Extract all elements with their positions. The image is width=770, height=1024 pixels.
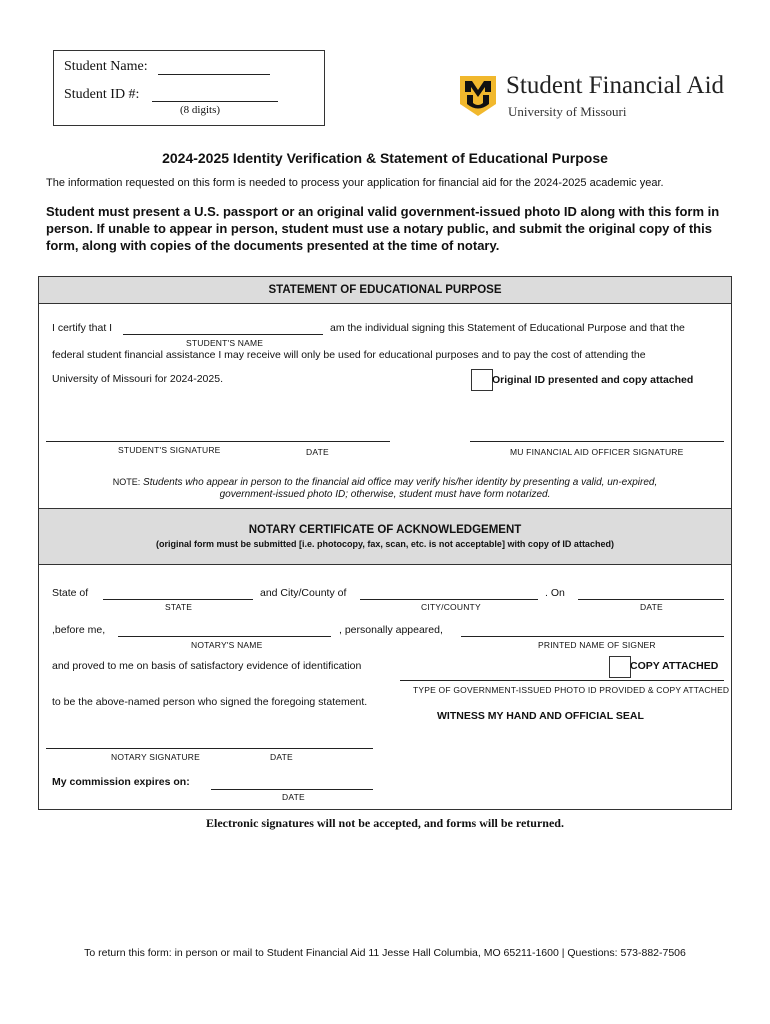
student-id-hint: (8 digits) bbox=[180, 104, 221, 116]
students-name-caption: STUDENT'S NAME bbox=[186, 338, 264, 348]
proved-text: and proved to me on basis of satisfactory evidence of identification bbox=[52, 660, 362, 672]
city-county-label: and City/County of bbox=[260, 587, 347, 599]
mu-shield-icon bbox=[460, 76, 496, 116]
notary-date-caption: DATE bbox=[640, 602, 663, 612]
signer-name-caption: PRINTED NAME OF SIGNER bbox=[538, 640, 656, 650]
signature-date-caption: DATE bbox=[306, 447, 329, 457]
form-title: 2024-2025 Identity Verification & Statement of Educational Purpose bbox=[162, 150, 608, 166]
purpose-heading: STATEMENT OF EDUCATIONAL PURPOSE bbox=[268, 284, 502, 296]
student-id-field[interactable] bbox=[152, 101, 278, 102]
student-signature-caption: STUDENT'S SIGNATURE bbox=[118, 445, 221, 455]
note-line-1: Students who appear in person to the financial aid office may verify his/her identity by presenting a valid, un-expired, bbox=[143, 477, 658, 488]
copy-attached-checkbox[interactable] bbox=[609, 656, 631, 678]
certify-suffix: am the individual signing this Statement of Educational Purpose and that the bbox=[330, 322, 685, 334]
logo-subtitle: University of Missouri bbox=[508, 104, 627, 119]
before-me-label: ,before me, bbox=[52, 624, 106, 636]
state-of-label: State of bbox=[52, 587, 89, 599]
original-id-checkbox[interactable] bbox=[471, 369, 493, 391]
notary-signature-date-caption: DATE bbox=[270, 752, 293, 762]
purpose-line-3: University of Missouri for 2024-2025. bbox=[52, 373, 223, 385]
notary-subheading: (original form must be submitted [i.e. photocopy, fax, scan, etc. is not acceptable] with copy of ID attached) bbox=[156, 539, 614, 549]
on-label: . On bbox=[545, 587, 565, 599]
id-type-field[interactable] bbox=[400, 680, 724, 681]
above-named-text: to be the above-named person who signed the foregoing statement. bbox=[52, 696, 368, 708]
commission-date-field[interactable] bbox=[211, 789, 373, 790]
note-text bbox=[39, 476, 731, 501]
instructions-text: Student must present a U.S. passport or an original valid government-issued photo ID along with this form in person. If unable to appear in person, student must use a notary public, and submit the original copy of this form, along with copies of the documents presented at the time of notary. bbox=[46, 204, 720, 253]
state-caption: STATE bbox=[165, 602, 193, 612]
purpose-line-2: federal student financial assistance I may receive will only be used for educational purposes and to pay the cost of attending the bbox=[52, 349, 646, 361]
city-caption: CITY/COUNTY bbox=[421, 602, 481, 612]
state-field[interactable] bbox=[103, 599, 253, 600]
copy-attached-label: COPY ATTACHED bbox=[630, 660, 719, 672]
note-label: NOTE: bbox=[112, 477, 141, 487]
students-name-field[interactable] bbox=[123, 334, 323, 335]
commission-date-caption: DATE bbox=[282, 792, 305, 802]
electronic-signature-warning: Electronic signatures will not be accepted, and forms will be returned. bbox=[206, 816, 564, 830]
notary-name-field[interactable] bbox=[118, 636, 331, 637]
original-id-label: Original ID presented and copy attached bbox=[492, 374, 694, 386]
mu-logo bbox=[460, 76, 496, 116]
notary-header-bar bbox=[39, 508, 731, 565]
personally-appeared-label: , personally appeared, bbox=[339, 624, 443, 636]
student-id-label: Student ID #: bbox=[64, 87, 140, 102]
footer-return-info: To return this form: in person or mail to Student Financial Aid 11 Jesse Hall Columbia, MO 65211-1600 | Questions: 573-882-7506 bbox=[84, 947, 686, 959]
id-type-caption: TYPE OF GOVERNMENT-ISSUED PHOTO ID PROVIDED & COPY ATTACHED bbox=[413, 685, 730, 695]
city-county-field[interactable] bbox=[360, 599, 538, 600]
signer-name-field[interactable] bbox=[461, 636, 724, 637]
notary-name-caption: NOTARY'S NAME bbox=[191, 640, 263, 650]
student-signature-field[interactable] bbox=[46, 441, 390, 442]
note-line-2: government-issued photo ID; otherwise, student must have form notarized. bbox=[219, 489, 551, 500]
notary-date-field[interactable] bbox=[578, 599, 724, 600]
witness-text: WITNESS MY HAND AND OFFICIAL SEAL bbox=[437, 710, 644, 722]
notary-signature-field[interactable] bbox=[46, 748, 373, 749]
student-name-label: Student Name: bbox=[64, 59, 148, 74]
officer-signature-field[interactable] bbox=[470, 441, 724, 442]
officer-signature-caption: MU FINANCIAL AID OFFICER SIGNATURE bbox=[510, 447, 684, 457]
student-name-field[interactable] bbox=[158, 74, 270, 75]
certify-prefix: I certify that I bbox=[52, 322, 113, 334]
notary-heading: NOTARY CERTIFICATE OF ACKNOWLEDGEMENT bbox=[248, 524, 522, 536]
notary-signature-caption: NOTARY SIGNATURE bbox=[111, 752, 201, 762]
commission-label: My commission expires on: bbox=[52, 776, 190, 788]
intro-text: The information requested on this form is needed to process your application for financial aid for the 2024-2025 academic year. bbox=[46, 177, 664, 189]
logo-title: Student Financial Aid bbox=[506, 72, 725, 99]
